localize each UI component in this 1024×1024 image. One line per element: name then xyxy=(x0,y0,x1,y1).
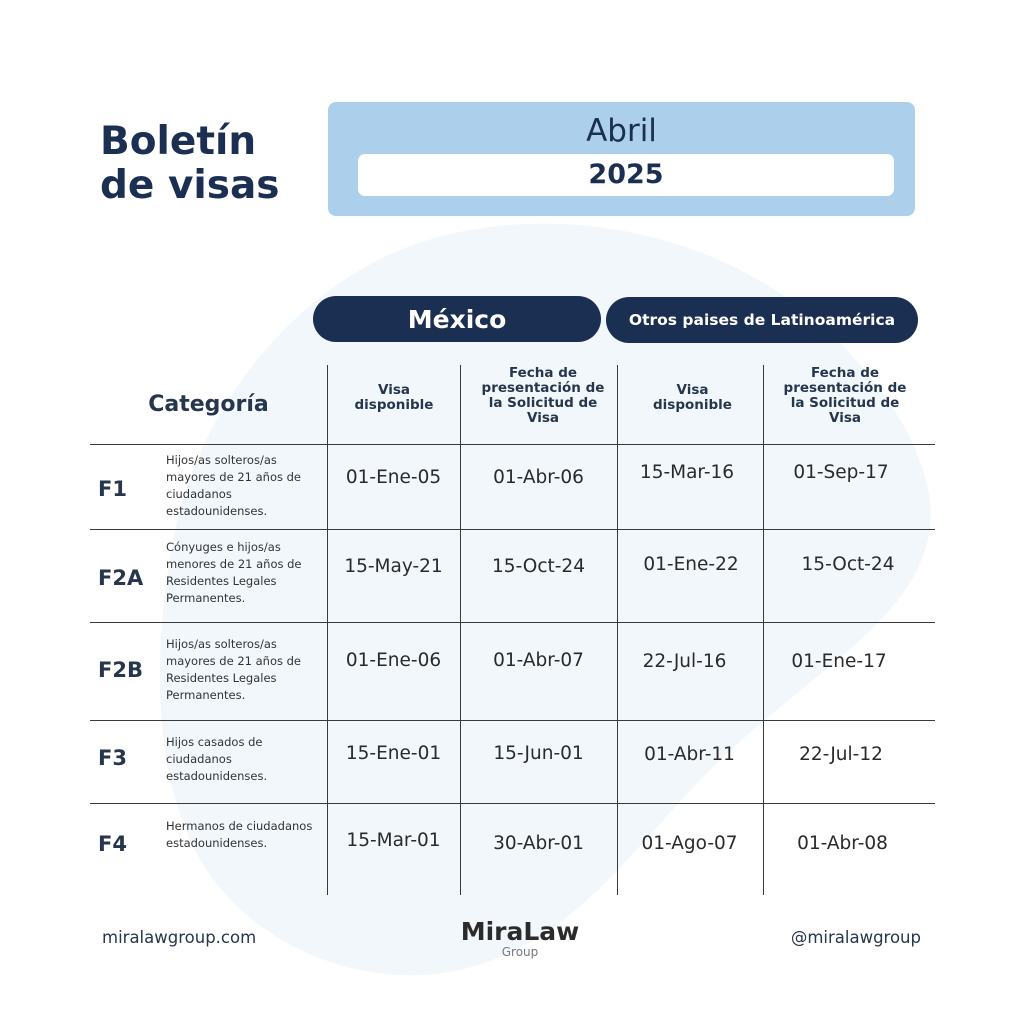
lat-visa-f4: 01-Ago-07 xyxy=(641,833,738,854)
latam-group-header: Otros paises de Latinoamérica xyxy=(606,297,918,343)
social-handle[interactable]: @miralawgroup xyxy=(790,928,921,947)
category-code-f2a: F2A xyxy=(98,566,144,590)
mx-fecha-f2b: 01-Abr-07 xyxy=(493,650,584,671)
table-row-divider xyxy=(90,720,935,721)
page-title xyxy=(100,120,279,208)
lat-fecha-f2b: 01-Ene-17 xyxy=(791,651,887,672)
logo-subtitle: Group xyxy=(501,945,539,959)
title-line-2: de visas xyxy=(100,163,280,208)
lat-visa-f2a: 01-Ene-22 xyxy=(643,554,739,575)
lat-visa-header: Visa disponible xyxy=(653,382,732,413)
mx-fecha-header: Fecha de presentación de la Solicitud de Visa xyxy=(481,365,605,426)
mx-fecha-f4: 30-Abr-01 xyxy=(493,833,584,854)
category-description-f2b: Hijos/as solteros/as mayores de 21 años de Residentes Legales Permanentes. xyxy=(166,637,302,702)
bulletin-month: Abril xyxy=(586,113,657,149)
mx-visa-header: Visa disponible xyxy=(354,382,434,413)
lat-fecha-f3: 22-Jul-12 xyxy=(799,744,883,765)
mx-visa-f2a: 15-May-21 xyxy=(344,556,443,577)
mx-visa-f4: 15-Mar-01 xyxy=(346,830,441,851)
title-line-1: Boletín xyxy=(100,119,257,164)
mx-visa-f1: 01-Ene-05 xyxy=(345,467,442,488)
category-description-f1: Hijos/as solteros/as mayores de 21 años de ciudadanos estadounidenses. xyxy=(166,453,302,518)
category-code-f3: F3 xyxy=(98,746,127,770)
table-row-divider xyxy=(90,444,935,445)
lat-visa-f3: 01-Abr-11 xyxy=(644,744,735,765)
bulletin-year-box xyxy=(358,154,894,196)
category-description-f2a: Cónyuges e hijos/as menores de 21 años de Residentes Legales Permanentes. xyxy=(166,540,302,605)
category-code-f1: F1 xyxy=(98,477,127,501)
category-description-f4: Hermanos de ciudadanos estadounidenses. xyxy=(166,819,313,850)
lat-fecha-f2a: 15-Oct-24 xyxy=(801,554,895,575)
website-link[interactable]: miralawgroup.com xyxy=(102,928,257,947)
mx-fecha-f1: 01-Abr-06 xyxy=(493,467,584,488)
table-row-divider xyxy=(90,622,935,623)
category-code-f2b: F2B xyxy=(98,658,143,682)
category-header: Categoría xyxy=(148,392,269,417)
lat-fecha-header: Fecha de presentación de la Solicitud de Visa xyxy=(783,365,907,426)
category-description-f3: Hijos casados de ciudadanos estadounidenses. xyxy=(166,735,268,783)
mx-visa-f3: 15-Ene-01 xyxy=(345,743,442,764)
lat-fecha-f4: 01-Abr-08 xyxy=(797,833,888,854)
mexico-group-header: México xyxy=(313,296,601,342)
lat-visa-f2b: 22-Jul-16 xyxy=(642,651,727,672)
mx-fecha-f2a: 15-Oct-24 xyxy=(492,556,585,577)
miralaw-logo xyxy=(440,918,600,959)
mx-visa-f2b: 01-Ene-06 xyxy=(345,650,442,671)
mx-fecha-f3: 15-Jun-01 xyxy=(493,743,584,764)
lat-visa-f1: 15-Mar-16 xyxy=(639,462,735,483)
bulletin-date-box xyxy=(328,102,915,216)
table-row-divider xyxy=(90,529,935,530)
logo-wordmark: MiraLaw xyxy=(460,917,580,946)
category-code-f4: F4 xyxy=(98,832,127,856)
lat-fecha-f1: 01-Sep-17 xyxy=(793,462,889,483)
bulletin-year: 2025 xyxy=(588,159,664,190)
table-row-divider xyxy=(90,803,935,804)
